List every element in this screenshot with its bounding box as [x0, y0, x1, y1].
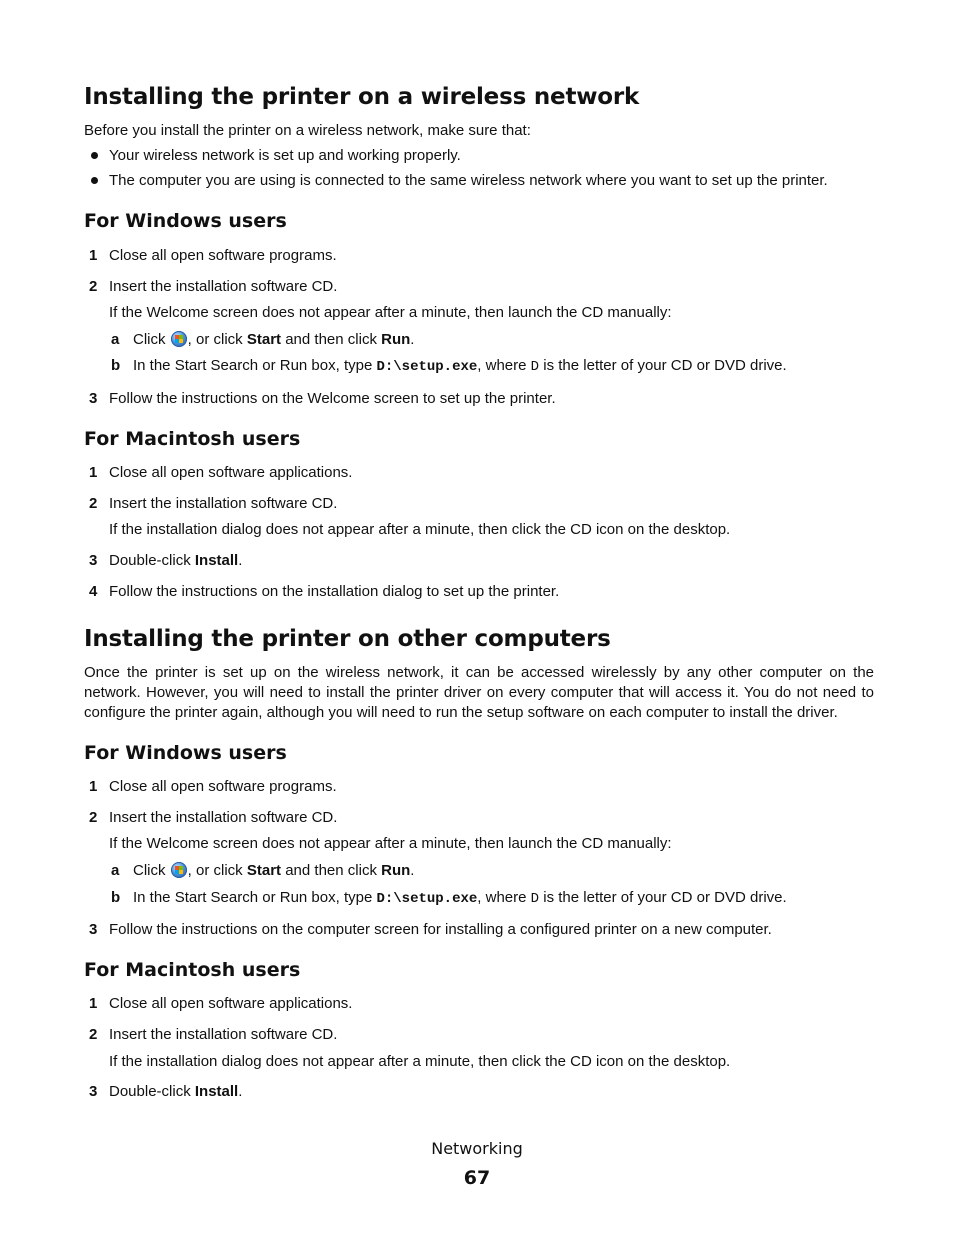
step-number: 2 — [89, 809, 98, 826]
drive-letter: D — [530, 359, 540, 375]
step-text — [109, 1082, 242, 1102]
step-number: 1 — [89, 247, 98, 264]
step-number: 1 — [89, 464, 98, 481]
footer-chapter: Networking — [431, 1139, 523, 1158]
punct: . — [238, 552, 243, 569]
subheading-mac: For Macintosh users — [84, 959, 301, 981]
setup-command: D:\setup.exe — [376, 891, 478, 907]
step-number: 1 — [89, 778, 98, 795]
step-pre: Double-click — [109, 1083, 191, 1100]
step-text: Insert the installation software CD. — [109, 1026, 338, 1043]
substep-pre: In the Start Search or Run box, type — [133, 357, 373, 374]
punct: . — [410, 862, 415, 879]
section-title-wireless: Installing the printer on a wireless network — [84, 84, 640, 110]
step-number: 2 — [89, 278, 98, 295]
substep-letter: b — [111, 357, 121, 374]
substep-post: is the letter of your CD or DVD drive. — [543, 889, 787, 906]
step-number: 2 — [89, 1026, 98, 1043]
step-note: If the Welcome screen does not appear after a minute, then launch the CD manually: — [109, 304, 672, 321]
substep-mid: , where — [477, 889, 527, 906]
substep-post: is the letter of your CD or DVD drive. — [543, 357, 787, 374]
step-number: 1 — [89, 995, 98, 1012]
substep-letter: a — [111, 862, 120, 879]
step-number: 3 — [89, 1083, 98, 1100]
substep-text — [133, 861, 414, 881]
substep-text — [133, 330, 414, 350]
subheading-windows: For Windows users — [84, 210, 287, 232]
bullet-item: The computer you are using is connected to the same wireless network where you want to set up the printer. — [109, 172, 828, 189]
step-note: If the Welcome screen does not appear after a minute, then launch the CD manually: — [109, 835, 672, 852]
substep-click: Click — [133, 331, 166, 348]
substep-then: and then click — [285, 862, 377, 879]
step-text: Insert the installation software CD. — [109, 809, 338, 826]
step-number: 4 — [89, 583, 98, 600]
drive-letter: D — [530, 891, 540, 907]
step-text: Follow the instructions on the Welcome screen to set up the printer. — [109, 390, 556, 407]
substep-text — [133, 888, 787, 909]
substep-click: Click — [133, 862, 166, 879]
substep-text — [133, 356, 787, 377]
bullet-icon — [91, 152, 98, 159]
install-label: Install — [194, 552, 239, 569]
step-number: 3 — [89, 552, 98, 569]
step-text: Close all open software applications. — [109, 995, 353, 1012]
step-text — [109, 551, 242, 571]
start-label: Start — [246, 862, 282, 879]
substep-mid: , or click — [187, 331, 243, 348]
run-label: Run — [381, 862, 411, 879]
windows-start-orb-icon — [171, 331, 187, 347]
step-text: Follow the instructions on the installation dialog to set up the printer. — [109, 583, 560, 600]
step-text: Follow the instructions on the computer screen for installing a configured printer on a new computer. — [109, 921, 772, 938]
step-text: Close all open software programs. — [109, 247, 337, 264]
step-text: Close all open software applications. — [109, 464, 353, 481]
substep-pre: In the Start Search or Run box, type — [133, 889, 373, 906]
bullet-item: Your wireless network is set up and working properly. — [109, 147, 461, 164]
page-number: 67 — [463, 1167, 491, 1189]
punct: . — [410, 331, 415, 348]
punct: . — [238, 1083, 243, 1100]
substep-letter: a — [111, 331, 120, 348]
install-label: Install — [194, 1083, 239, 1100]
step-number: 3 — [89, 390, 98, 407]
step-note: If the installation dialog does not appear after a minute, then click the CD icon on the desktop. — [109, 521, 731, 538]
substep-then: and then click — [285, 331, 377, 348]
step-note: If the installation dialog does not appear after a minute, then click the CD icon on the desktop. — [109, 1053, 731, 1070]
setup-command: D:\setup.exe — [376, 359, 478, 375]
section-intro: Before you install the printer on a wireless network, make sure that: — [84, 122, 531, 139]
run-label: Run — [381, 331, 411, 348]
bullet-icon — [91, 177, 98, 184]
subheading-windows: For Windows users — [84, 742, 287, 764]
windows-start-orb-icon — [171, 862, 187, 878]
step-text: Insert the installation software CD. — [109, 495, 338, 512]
section-title-other-computers: Installing the printer on other computers — [84, 626, 611, 652]
substep-letter: b — [111, 889, 121, 906]
step-text: Close all open software programs. — [109, 778, 337, 795]
step-text: Insert the installation software CD. — [109, 278, 338, 295]
substep-mid: , where — [477, 357, 527, 374]
subheading-mac: For Macintosh users — [84, 428, 301, 450]
step-number: 3 — [89, 921, 98, 938]
step-number: 2 — [89, 495, 98, 512]
step-pre: Double-click — [109, 552, 191, 569]
section-intro: Once the printer is set up on the wireless network, it can be accessed wirelessly by any other computer on the network. However, you will need to install the printer driver on every computer that will access it. You do not need to configure the printer again, although you will need to run the setup software on each computer to install the driver. — [84, 664, 874, 721]
substep-mid: , or click — [187, 862, 243, 879]
start-label: Start — [246, 331, 282, 348]
